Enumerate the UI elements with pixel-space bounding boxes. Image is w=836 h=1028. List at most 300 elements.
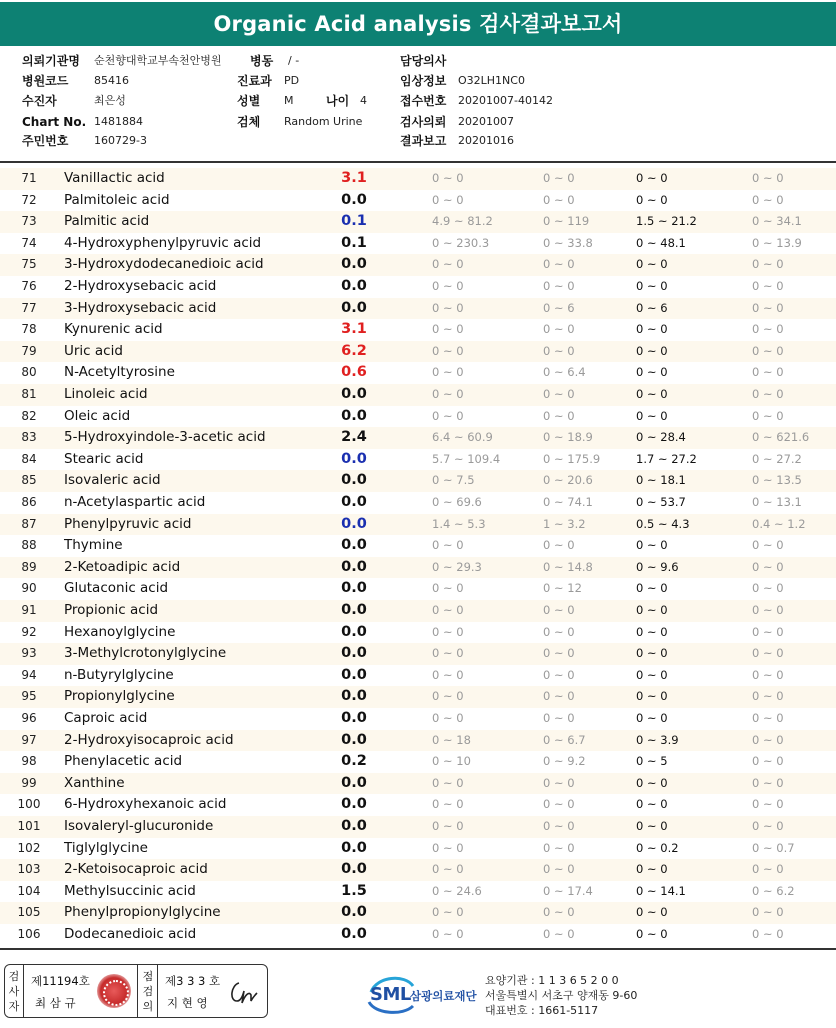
- reference-range-4: 0 ~ 0: [752, 711, 784, 725]
- value-clinical-info: O32LH1NC0: [458, 74, 525, 87]
- reference-range-1: 0 ~ 0: [432, 905, 464, 920]
- reference-range-4: 0 ~ 621.6: [752, 430, 810, 445]
- reference-range-2: 0 ~ 0: [543, 387, 575, 401]
- result-value: 0.0: [341, 926, 367, 942]
- row-number: 95: [21, 689, 37, 704]
- reference-range-3: 0 ~ 0: [636, 257, 668, 272]
- table-row: [0, 233, 836, 255]
- analyte-name: Vanillactic acid: [64, 170, 165, 186]
- reference-range-3: 0 ~ 6: [636, 300, 668, 315]
- reference-range-3: 0 ~ 0: [636, 667, 668, 682]
- reference-range-3: 0 ~ 0: [636, 927, 668, 941]
- result-value: 0.0: [341, 494, 367, 510]
- reference-range-4: 0 ~ 0: [752, 279, 784, 293]
- reference-range-1: 0 ~ 0: [432, 624, 464, 639]
- reference-range-2: 0 ~ 0: [543, 775, 575, 790]
- signature-separator: [23, 965, 24, 1017]
- analyte-name: Phenylacetic acid: [64, 753, 183, 770]
- result-value: 2.4: [341, 429, 367, 446]
- label-hospital-code: 병원코드: [22, 74, 69, 88]
- reference-range-4: 0 ~ 0: [752, 819, 784, 833]
- row-number: 87: [21, 516, 37, 531]
- result-value: 0.0: [341, 299, 367, 316]
- analyte-name: Methylsuccinic acid: [64, 882, 196, 899]
- table-row: [0, 211, 836, 233]
- result-value: 0.0: [341, 688, 367, 705]
- value-receipt-no: 20201007-40142: [458, 94, 553, 107]
- row-number: 104: [17, 883, 41, 898]
- row-number: 99: [21, 775, 37, 790]
- reference-range-2: 0 ~ 12: [543, 581, 582, 596]
- reference-range-3: 0 ~ 0: [636, 797, 668, 812]
- table-row: [0, 881, 836, 903]
- result-value: 0.0: [341, 580, 367, 597]
- table-row: [0, 578, 836, 600]
- value-request-date: 20201007: [458, 115, 514, 128]
- analyte-name: Tiglylglycine: [64, 839, 148, 856]
- analyte-name: Oleic acid: [64, 407, 131, 424]
- analyte-name: 2-Hydroxyisocaproic acid: [64, 731, 234, 748]
- reference-range-4: 0 ~ 0: [752, 603, 784, 617]
- reference-range-1: 0 ~ 0: [432, 819, 464, 833]
- result-value: 0.0: [341, 774, 367, 791]
- reference-range-1: 0 ~ 29.3: [432, 559, 482, 574]
- reference-range-3: 0 ~ 0: [636, 581, 668, 596]
- reference-range-2: 0 ~ 0: [543, 322, 575, 337]
- reference-range-3: 0 ~ 0.2: [636, 840, 679, 855]
- result-value: 0.0: [341, 666, 367, 683]
- reference-range-1: 0 ~ 0: [432, 667, 464, 682]
- reference-range-2: 0 ~ 0: [543, 905, 575, 920]
- row-number: 97: [21, 732, 37, 747]
- result-value: 0.0: [341, 472, 367, 489]
- reference-range-4: 0 ~ 0: [752, 905, 784, 920]
- result-value: 0.0: [341, 278, 367, 294]
- analyte-name: Hexanoylglycine: [64, 623, 176, 640]
- label-sex: 성별: [237, 94, 261, 108]
- row-number: 86: [21, 495, 37, 509]
- reference-range-4: 0 ~ 13.9: [752, 235, 802, 250]
- reference-range-2: 0 ~ 0: [543, 408, 575, 423]
- patient-info: [22, 52, 822, 152]
- label-patient: 수진자: [22, 94, 57, 108]
- row-number: 81: [21, 387, 37, 401]
- analyte-name: Palmitic acid: [64, 213, 150, 230]
- reference-range-2: 0 ~ 0: [543, 667, 575, 682]
- reference-range-4: 0 ~ 34.1: [752, 214, 802, 229]
- analyte-name: 2-Hydroxysebacic acid: [64, 278, 217, 294]
- row-number: 80: [21, 365, 37, 380]
- table-row: [0, 514, 836, 536]
- row-number: 96: [21, 711, 37, 725]
- reference-range-1: 0 ~ 0: [432, 192, 464, 207]
- reference-range-1: 0 ~ 0: [432, 171, 464, 185]
- reference-range-3: 1.7 ~ 27.2: [636, 451, 697, 466]
- reference-range-4: 0 ~ 13.5: [752, 473, 802, 488]
- reference-range-2: 0 ~ 0: [543, 538, 575, 553]
- result-value: 0.0: [341, 645, 367, 662]
- table-row: [0, 406, 836, 428]
- analyte-name: N-Acetyltyrosine: [64, 364, 175, 381]
- table-row: [0, 859, 836, 881]
- reference-range-2: 0 ~ 0: [543, 646, 575, 661]
- analyte-name: 3-Methylcrotonylglycine: [64, 645, 227, 662]
- reference-range-3: 0 ~ 0: [636, 689, 668, 704]
- reference-range-4: 0 ~ 0: [752, 257, 784, 272]
- analyte-name: Uric acid: [64, 342, 123, 359]
- value-resident-no: 160729-3: [94, 134, 147, 147]
- reference-range-3: 0 ~ 48.1: [636, 235, 686, 250]
- analyte-name: 5-Hydroxyindole-3-acetic acid: [64, 429, 266, 446]
- header-divider: [0, 161, 836, 163]
- result-value: 0.0: [341, 904, 367, 921]
- row-number: 94: [21, 667, 37, 682]
- table-row: [0, 902, 836, 924]
- value-report-date: 20201016: [458, 134, 514, 147]
- analyte-name: 2-Ketoadipic acid: [64, 558, 181, 575]
- table-row: [0, 773, 836, 795]
- inspector-name: 지 현 영: [167, 996, 208, 1010]
- row-number: 75: [21, 257, 37, 272]
- reference-range-3: 0 ~ 0: [636, 279, 668, 293]
- reference-range-2: 0 ~ 0: [543, 797, 575, 812]
- table-row: [0, 730, 836, 752]
- reference-range-2: 0 ~ 9.2: [543, 754, 586, 769]
- signature-box: [4, 964, 268, 1018]
- examiner-license: 제11194호: [31, 974, 90, 988]
- inspector-label: 점검의: [142, 970, 154, 1013]
- reference-range-2: 0 ~ 20.6: [543, 473, 593, 488]
- reference-range-4: 0 ~ 0: [752, 624, 784, 639]
- result-value: 0.0: [341, 602, 367, 618]
- value-department: PD: [284, 74, 300, 87]
- reference-range-2: 0 ~ 33.8: [543, 235, 593, 250]
- analyte-name: 3-Hydroxydodecanedioic acid: [64, 256, 264, 273]
- reference-range-1: 6.4 ~ 60.9: [432, 430, 493, 445]
- reference-range-3: 0 ~ 14.1: [636, 883, 686, 898]
- result-value: 0.0: [341, 386, 367, 402]
- table-row: [0, 794, 836, 816]
- label-specimen: 검체: [237, 115, 261, 129]
- reference-range-2: 0 ~ 14.8: [543, 559, 593, 574]
- row-number: 71: [21, 171, 37, 185]
- row-number: 90: [21, 581, 37, 596]
- row-number: 83: [21, 430, 37, 445]
- row-number: 91: [21, 603, 37, 617]
- result-value: 0.0: [341, 558, 367, 575]
- seal-stamp: [97, 974, 131, 1008]
- analyte-name: Xanthine: [64, 774, 125, 791]
- reference-range-3: 0 ~ 0: [636, 343, 668, 358]
- value-specimen: Random Urine: [284, 115, 363, 128]
- row-number: 100: [17, 797, 41, 812]
- result-value: 3.1: [341, 321, 367, 338]
- value-patient: 최은성: [94, 94, 126, 107]
- reference-range-2: 0 ~ 0: [543, 819, 575, 833]
- reference-range-3: 0 ~ 0: [636, 603, 668, 617]
- table-row: [0, 362, 836, 384]
- value-chart-no: 1481884: [94, 115, 143, 128]
- reference-range-4: 0 ~ 0: [752, 538, 784, 553]
- result-value: 0.1: [341, 213, 367, 230]
- row-number: 85: [21, 473, 37, 488]
- reference-range-4: 0 ~ 0: [752, 300, 784, 315]
- reference-range-3: 0 ~ 0: [636, 905, 668, 920]
- reference-range-4: 0.4 ~ 1.2: [752, 516, 806, 531]
- row-number: 72: [21, 192, 37, 207]
- table-row: [0, 341, 836, 363]
- analyte-name: Glutaconic acid: [64, 580, 169, 597]
- analyte-name: 4-Hydroxyphenylpyruvic acid: [64, 234, 262, 251]
- analyte-name: Thymine: [64, 537, 123, 554]
- result-value: 0.0: [341, 191, 367, 208]
- reference-range-3: 1.5 ~ 21.2: [636, 214, 697, 229]
- reference-range-4: 0 ~ 13.1: [752, 495, 802, 509]
- reference-range-4: 0 ~ 0: [752, 689, 784, 704]
- reference-range-1: 0 ~ 69.6: [432, 495, 482, 509]
- result-value: 0.0: [341, 515, 367, 532]
- reference-range-2: 0 ~ 0: [543, 624, 575, 639]
- analyte-name: Linoleic acid: [64, 386, 148, 402]
- reference-range-4: 0 ~ 0: [752, 365, 784, 380]
- reference-range-2: 0 ~ 0: [543, 279, 575, 293]
- analyte-name: n-Acetylaspartic acid: [64, 494, 206, 510]
- reference-range-2: 0 ~ 0: [543, 603, 575, 617]
- row-number: 77: [21, 300, 37, 315]
- reference-range-2: 0 ~ 0: [543, 840, 575, 855]
- table-row: [0, 319, 836, 341]
- reference-range-1: 0 ~ 0: [432, 689, 464, 704]
- result-value: 0.0: [341, 861, 367, 878]
- row-number: 105: [17, 905, 41, 920]
- reference-range-3: 0 ~ 0: [636, 322, 668, 337]
- reference-range-1: 0 ~ 0: [432, 927, 464, 941]
- reference-range-2: 0 ~ 6: [543, 300, 575, 315]
- table-row: [0, 427, 836, 449]
- table-row: [0, 449, 836, 471]
- reference-range-2: 0 ~ 0: [543, 689, 575, 704]
- analyte-name: Propionylglycine: [64, 688, 175, 705]
- table-row: [0, 665, 836, 687]
- reference-range-2: 0 ~ 0: [543, 192, 575, 207]
- label-resident-no: 주민번호: [22, 134, 69, 148]
- result-value: 0.0: [341, 407, 367, 424]
- reference-range-2: 0 ~ 119: [543, 214, 590, 229]
- institution-address: 서울특별시 서초구 양재동 9-60: [485, 989, 638, 1002]
- analyte-name: Phenylpyruvic acid: [64, 515, 192, 532]
- reference-range-2: 0 ~ 175.9: [543, 451, 601, 466]
- result-value: 0.0: [341, 818, 367, 834]
- institution-phone: 대표번호 : 1661-5117: [485, 1004, 599, 1017]
- result-value: 0.0: [341, 710, 367, 726]
- examiner-name: 최 삼 규: [35, 996, 76, 1010]
- reference-range-3: 0 ~ 0: [636, 538, 668, 553]
- sml-foundation-name: 삼광의료재단: [410, 989, 477, 1003]
- reference-range-3: 0 ~ 3.9: [636, 732, 679, 747]
- result-value: 3.1: [341, 170, 367, 186]
- examiner-label: 검사자: [8, 970, 20, 1013]
- table-row: [0, 557, 836, 579]
- label-receipt-no: 접수번호: [400, 94, 447, 108]
- reference-range-3: 0 ~ 9.6: [636, 559, 679, 574]
- reference-range-4: 0 ~ 0: [752, 343, 784, 358]
- reference-range-3: 0 ~ 0: [636, 624, 668, 639]
- reference-range-1: 0 ~ 0: [432, 862, 464, 877]
- reference-range-1: 0 ~ 0: [432, 343, 464, 358]
- value-ward: / -: [288, 54, 300, 67]
- reference-range-2: 0 ~ 74.1: [543, 495, 593, 509]
- analyte-name: 6-Hydroxyhexanoic acid: [64, 796, 227, 813]
- reference-range-1: 0 ~ 0: [432, 279, 464, 293]
- value-age: 4: [360, 94, 367, 107]
- reference-range-4: 0 ~ 0: [752, 754, 784, 769]
- value-sex: M: [284, 94, 294, 107]
- table-row: [0, 838, 836, 860]
- reference-range-3: 0 ~ 0: [636, 775, 668, 790]
- reference-range-3: 0 ~ 53.7: [636, 495, 686, 509]
- result-value: 0.0: [341, 796, 367, 813]
- row-number: 89: [21, 559, 37, 574]
- reference-range-2: 0 ~ 6.7: [543, 732, 586, 747]
- row-number: 106: [17, 927, 41, 941]
- reference-range-4: 0 ~ 0: [752, 667, 784, 682]
- table-row: [0, 470, 836, 492]
- result-value: 0.2: [341, 753, 367, 770]
- reference-range-1: 0 ~ 0: [432, 365, 464, 380]
- reference-range-1: 0 ~ 0: [432, 775, 464, 790]
- reference-range-1: 0 ~ 0: [432, 581, 464, 596]
- row-number: 88: [21, 538, 37, 553]
- reference-range-1: 0 ~ 10: [432, 754, 471, 769]
- row-number: 74: [21, 235, 37, 250]
- table-row: [0, 924, 836, 946]
- reference-range-1: 0 ~ 24.6: [432, 883, 482, 898]
- label-clinical-info: 임상정보: [400, 74, 447, 88]
- result-value: 0.0: [341, 450, 367, 467]
- reference-range-3: 0 ~ 0: [636, 711, 668, 725]
- table-row: [0, 535, 836, 557]
- analyte-name: 2-Ketoisocaproic acid: [64, 861, 208, 878]
- label-chart-no: Chart No.: [22, 115, 87, 129]
- reference-range-2: 0 ~ 0: [543, 927, 575, 941]
- row-number: 79: [21, 343, 37, 358]
- reference-range-4: 0 ~ 0: [752, 322, 784, 337]
- inspector-license: 제3 3 3 호: [165, 974, 221, 988]
- reference-range-4: 0 ~ 0: [752, 797, 784, 812]
- analyte-name: Caproic acid: [64, 710, 148, 726]
- reference-range-1: 0 ~ 0: [432, 538, 464, 553]
- analyte-name: Isovaleric acid: [64, 472, 161, 489]
- reference-range-2: 0 ~ 0: [543, 343, 575, 358]
- table-row: [0, 168, 836, 190]
- result-value: 0.0: [341, 537, 367, 554]
- row-number: 84: [21, 451, 37, 466]
- reference-range-2: 0 ~ 0: [543, 711, 575, 725]
- result-value: 0.0: [341, 731, 367, 748]
- table-row: [0, 600, 836, 622]
- result-value: 0.6: [341, 364, 367, 381]
- signature-separator: [157, 965, 158, 1017]
- reference-range-3: 0 ~ 0: [636, 192, 668, 207]
- analyte-name: 3-Hydroxysebacic acid: [64, 299, 217, 316]
- table-row: [0, 816, 836, 838]
- row-number: 73: [21, 214, 37, 229]
- label-department: 진료과: [237, 74, 272, 88]
- reference-range-1: 0 ~ 0: [432, 711, 464, 725]
- table-row: [0, 643, 836, 665]
- reference-range-4: 0 ~ 0: [752, 862, 784, 877]
- analyte-name: Phenylpropionylglycine: [64, 904, 221, 921]
- row-number: 78: [21, 322, 37, 337]
- result-value: 1.5: [341, 882, 367, 899]
- reference-range-1: 0 ~ 0: [432, 840, 464, 855]
- reference-range-4: 0 ~ 0: [752, 171, 784, 185]
- reference-range-4: 0 ~ 0: [752, 732, 784, 747]
- reference-range-4: 0 ~ 0: [752, 192, 784, 207]
- reference-range-1: 0 ~ 7.5: [432, 473, 475, 488]
- reference-range-1: 0 ~ 18: [432, 732, 471, 747]
- reference-range-1: 0 ~ 0: [432, 257, 464, 272]
- result-value: 0.0: [341, 623, 367, 640]
- table-row: [0, 708, 836, 730]
- value-hospital-code: 85416: [94, 74, 129, 87]
- label-doctor: 담당의사: [400, 54, 447, 68]
- reference-range-3: 0 ~ 5: [636, 754, 668, 769]
- reference-range-1: 0 ~ 0: [432, 603, 464, 617]
- reference-range-4: 0 ~ 0: [752, 559, 784, 574]
- table-row: [0, 276, 836, 298]
- row-number: 102: [17, 840, 41, 855]
- report-title: Organic Acid analysis 검사결과보고서: [0, 2, 836, 46]
- row-number: 103: [17, 862, 41, 877]
- table-row: [0, 622, 836, 644]
- reference-range-3: 0 ~ 0: [636, 819, 668, 833]
- value-requester: 순천향대학교부속천안병원: [94, 54, 222, 67]
- reference-range-1: 0 ~ 0: [432, 387, 464, 401]
- reference-range-2: 1 ~ 3.2: [543, 516, 586, 531]
- row-number: 92: [21, 624, 37, 639]
- result-value: 0.0: [341, 256, 367, 273]
- reference-range-3: 0 ~ 18.1: [636, 473, 686, 488]
- reference-range-3: 0 ~ 0: [636, 387, 668, 401]
- footer-divider: [0, 948, 836, 950]
- analyte-name: n-Butyrylglycine: [64, 666, 174, 683]
- reference-range-4: 0 ~ 0.7: [752, 840, 795, 855]
- label-report-date: 결과보고: [400, 134, 447, 148]
- table-row: [0, 384, 836, 406]
- label-ward: 병동: [250, 54, 274, 68]
- reference-range-2: 0 ~ 17.4: [543, 883, 593, 898]
- reference-range-1: 4.9 ~ 81.2: [432, 214, 493, 229]
- label-request-date: 검사의뢰: [400, 115, 447, 129]
- label-age: 나이: [326, 94, 350, 108]
- row-number: 76: [21, 279, 37, 293]
- reference-range-4: 0 ~ 0: [752, 387, 784, 401]
- reference-range-3: 0.5 ~ 4.3: [636, 516, 690, 531]
- reference-range-2: 0 ~ 0: [543, 171, 575, 185]
- signature-mark: [227, 977, 263, 1007]
- analyte-name: Propionic acid: [64, 602, 159, 618]
- reference-range-2: 0 ~ 0: [543, 257, 575, 272]
- reference-range-4: 0 ~ 0: [752, 927, 784, 941]
- row-number: 93: [21, 646, 37, 661]
- reference-range-3: 0 ~ 0: [636, 408, 668, 423]
- institution-code: 요양기관 : 1 1 3 6 5 2 0 0: [485, 974, 619, 987]
- analyte-name: Stearic acid: [64, 450, 144, 467]
- reference-range-4: 0 ~ 6.2: [752, 883, 795, 898]
- result-value: 6.2: [341, 342, 367, 359]
- result-value: 0.1: [341, 234, 367, 251]
